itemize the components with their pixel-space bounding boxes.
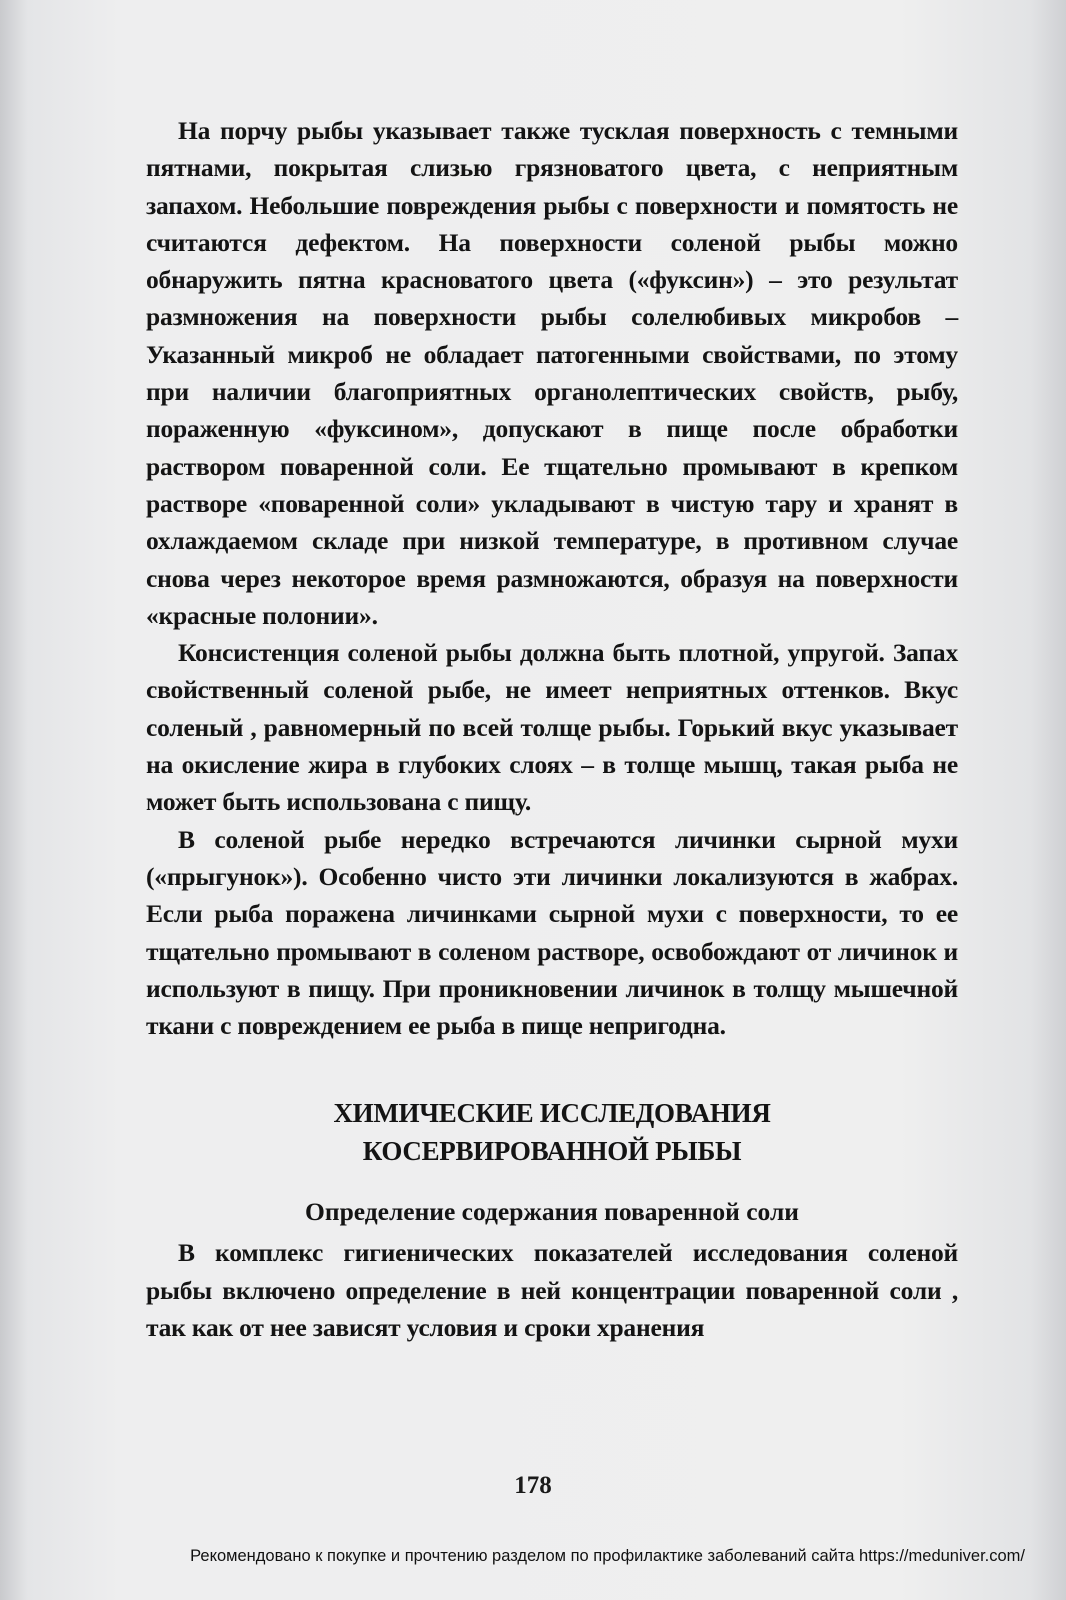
paragraph-consistency: Консистенция соленой рыбы должна быть плотной, упругой. Запах свойственный соленой рыбе, не имеет неприятных оттенков. Вкус соленый , равномерный по всей толще рыбы. Горький вкус указывает на окисление жира в глубоких слоях – в толще мышц, такая рыба не может быть использована с пищу. — [146, 638, 958, 817]
section-title-line2: КОСЕРВИРОВАННОЙ РЫБЫ — [362, 1136, 742, 1167]
page-text-block — [146, 112, 958, 1346]
section-title — [146, 1094, 958, 1170]
page-number: 178 — [514, 1472, 552, 1499]
footer-recommendation: Рекомендовано к покупке и прочтению разделом по профилактике заболеваний сайта https://meduniver.com/ — [190, 1547, 1025, 1565]
paragraph-spoilage: На порчу рыбы указывает также тусклая поверхность с темными пятнами, покрытая слизью грязноватого цвета, с неприятным запахом. Небольшие повреждения рыбы с поверхности и помятость не считаются дефектом. На поверхности соленой рыбы можно обнаружить пятна красноватого цвета («фуксин») – это результат размножения на поверхности рыбы солелюбивых микробов – Указанный микроб не обладает патогенными свойствами, по этому при наличии благоприятных органолептических свойств, рыбу, пораженную «фуксином», допускают в пище после обработки раствором поваренной соли. Ее тщательно промывают в крепком растворе «поваренной соли» укладывают в чистую тару и хранят в охлаждаемом складе при низкой температуре, в противном случае снова через некоторое время размножаются, образуя на поверхности «красные полонии». — [146, 116, 958, 630]
section-title-line1: ХИМИЧЕСКИЕ ИССЛЕДОВАНИЯ — [333, 1098, 771, 1129]
paragraph-larvae: В соленой рыбе нередко встречаются личинки сырной мухи («прыгунок»). Особенно чисто эти личинки локализуются в жабрах. Если рыба поражена личинками сырной мухи с поверхности, то ее тщательно промывают в соленом растворе, освобождают от личинок и используют в пищу. При проникновении личинок в толщу мышечной ткани с повреждением ее рыба в пище непригодна. — [146, 824, 958, 1041]
paragraph-salt-content: В комплекс гигиенических показателей исследования соленой рыбы включено определение в ней концентрации поваренной соли , так как от нее зависят условия и сроки хранения — [146, 1238, 958, 1343]
subsection-title: Определение содержания поваренной соли — [305, 1197, 799, 1227]
